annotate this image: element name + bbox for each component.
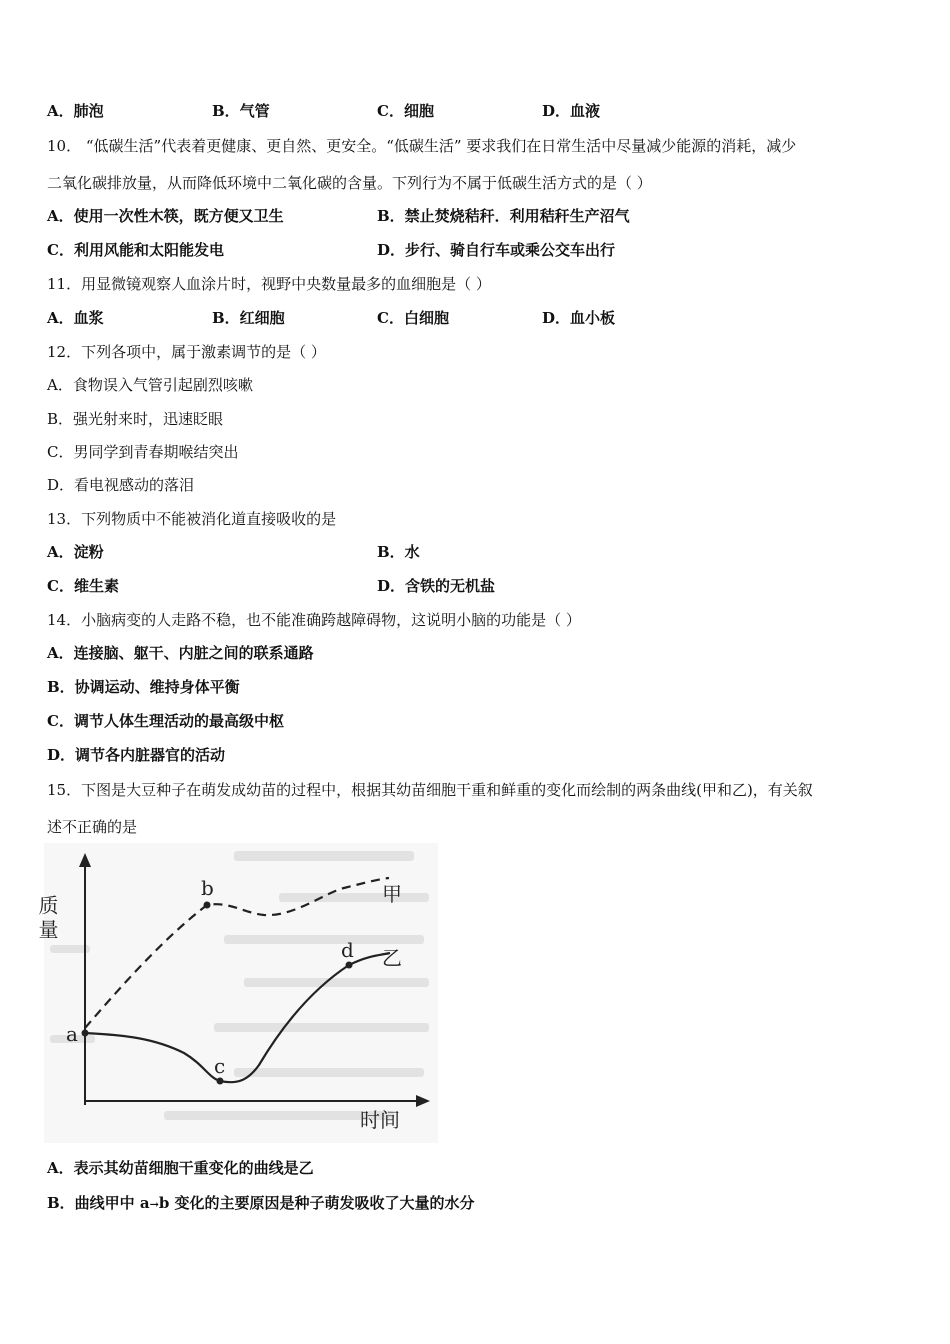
point-a-label: a <box>66 1022 78 1046</box>
q9-option-d: D．血液 <box>542 102 601 120</box>
q11-option-a: A．血浆 <box>47 309 104 327</box>
q13-option-d: D．含铁的无机盐 <box>377 577 496 595</box>
curve-jia-label: 甲 <box>382 882 402 906</box>
q10-option-c: C．利用风能和太阳能发电 <box>47 241 224 259</box>
q13-option-c: C．维生素 <box>47 577 119 595</box>
curve-yi-label: 乙 <box>382 946 402 970</box>
q15-option-b-suffix: b 变化的主要原因是种子萌发吸收了大量的水分 <box>158 1194 475 1212</box>
arrow-icon: → <box>149 1198 159 1211</box>
q15-option-b <box>47 1193 475 1215</box>
q10-option-a: A．使用一次性木筷，既方便又卫生 <box>47 207 284 225</box>
q10-stem-line1: 10． “低碳生活”代表着更健康、更自然、更安全。“低碳生活” 要求我们在日常生活中尽量减少能源的消耗，减少 <box>47 137 797 155</box>
growth-curve-figure <box>35 843 438 1143</box>
q15-stem-line2: 述不正确的是 <box>47 818 138 836</box>
q12-option-a: A．食物误入气管引起剧烈咳嗽 <box>47 376 253 394</box>
point-b-label: b <box>201 876 214 900</box>
q15-stem-line1: 15．下图是大豆种子在萌发成幼苗的过程中，根据其幼苗细胞干重和鲜重的变化而绘制的两条曲线(甲和乙)，有关叙 <box>47 781 813 799</box>
point-d <box>346 962 353 969</box>
q10-option-d: D．步行、骑自行车或乘公交车出行 <box>377 241 616 259</box>
q14-stem: 14．小脑病变的人走路不稳，也不能准确跨越障碍物，这说明小脑的功能是（ ） <box>47 611 581 629</box>
q12-stem: 12．下列各项中，属于激素调节的是（ ） <box>47 343 326 361</box>
q9-option-c: C．细胞 <box>377 102 434 120</box>
q11-option-c: C．白细胞 <box>377 309 449 327</box>
growth-curve-diagram <box>35 843 438 1143</box>
point-a <box>82 1030 89 1037</box>
point-c-label: c <box>214 1054 226 1078</box>
q14-option-c: C．调节人体生理活动的最高级中枢 <box>47 712 284 730</box>
q15-option-b-prefix: B．曲线甲中 a <box>47 1194 150 1212</box>
q12-option-c: C．男同学到青春期喉结突出 <box>47 443 239 461</box>
q10-option-b: B．禁止焚烧秸秆．利用秸秆生产沼气 <box>377 207 630 225</box>
point-c <box>217 1078 224 1085</box>
point-d-label: d <box>341 938 354 962</box>
q14-option-d: D．调节各内脏器官的活动 <box>47 746 226 764</box>
scan-background <box>44 843 438 1143</box>
q10-stem-line2: 二氧化碳排放量，从而降低环境中二氧化碳的含量。下列行为不属于低碳生活方式的是（ ） <box>47 174 652 192</box>
q14-option-b: B．协调运动、维持身体平衡 <box>47 678 240 696</box>
q13-option-a: A．淀粉 <box>47 543 104 561</box>
q12-option-b: B．强光射来时，迅速眨眼 <box>47 410 224 428</box>
q9-option-a: A．肺泡 <box>47 102 104 120</box>
q15-option-a: A．表示其幼苗细胞干重变化的曲线是乙 <box>47 1159 314 1177</box>
x-axis-label: 时间 <box>360 1108 400 1132</box>
q13-option-b: B．水 <box>377 543 420 561</box>
q9-option-b: B．气管 <box>212 102 270 120</box>
q11-option-d: D．血小板 <box>542 309 616 327</box>
y-axis-label: 质量 <box>35 895 59 943</box>
q11-stem: 11．用显微镜观察人血涂片时，视野中央数量最多的血细胞是（ ） <box>47 275 491 293</box>
q11-option-b: B．红细胞 <box>212 309 285 327</box>
q12-option-d: D．看电视感动的落泪 <box>47 476 195 494</box>
q14-option-a: A．连接脑、躯干、内脏之间的联系通路 <box>47 644 314 662</box>
point-b <box>204 902 211 909</box>
q13-stem: 13．下列物质中不能被消化道直接吸收的是 <box>47 510 337 528</box>
